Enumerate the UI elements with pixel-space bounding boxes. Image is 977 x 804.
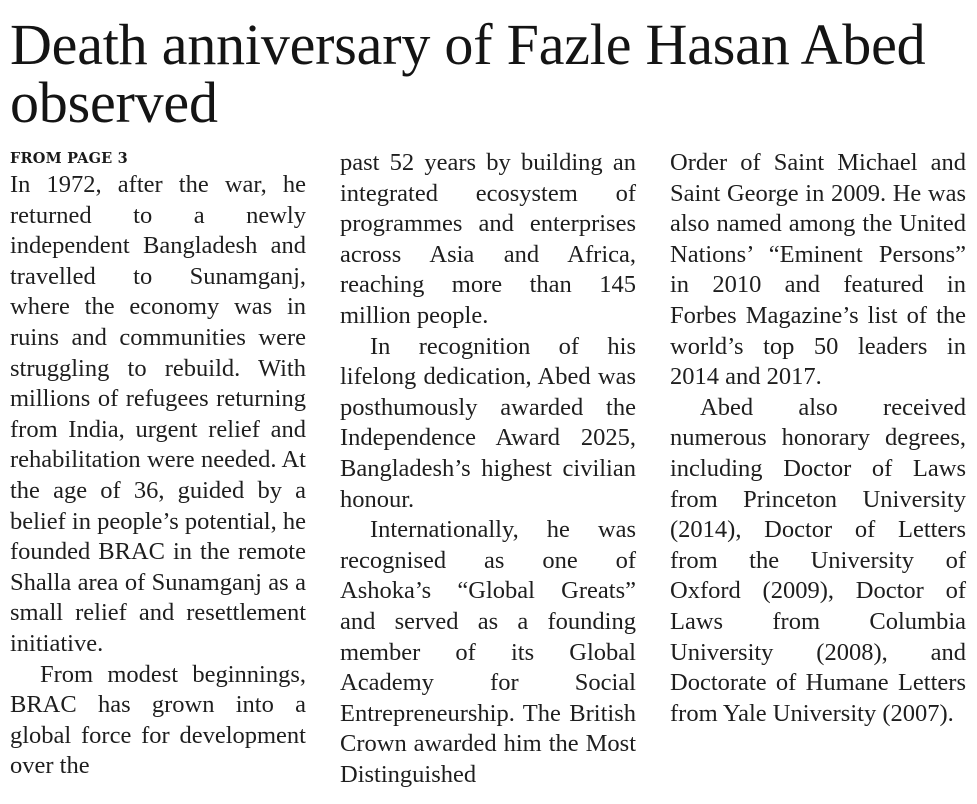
article-column-1	[10, 148, 306, 782]
headline: Death anniversary of Fazle Hasan Abed observed	[10, 12, 926, 135]
article-paragraph: In 1972, after the war, he returned to a newly independent Bangladesh and travelled to Sunamganj, where the economy was in ruins and communities were struggling to rebuild. With millions of refugees returning from India, urgent relief and rehabilitation were needed. At the age of 36, guided by a belief in people’s potential, he founded BRAC in the remote Shalla area of Sunamganj as a small relief and resettlement initiative.	[10, 171, 306, 657]
article-paragraph: Abed also received numerous honorary degrees, including Doctor of Laws from Princeton University (2014), Doctor of Letters from the University of Oxford (2009), Doctor of Laws from Columbia University (2008), and Doctorate of Humane Letters from Yale University (2007).	[670, 393, 966, 727]
article-paragraph: Order of Saint Michael and Saint George in 2009. He was also named among the United Nations’ “Eminent Persons” in 2010 and featured in Forbes Magazine’s list of the world’s top 50 leaders in 2014 and 2017.	[670, 149, 966, 391]
article-paragraph: From modest beginnings, BRAC has grown into a global force for development over the	[10, 660, 306, 780]
article-paragraph: Internationally, he was recognised as one of Ashoka’s “Global Greats” and served as a founding member of its Global Academy for Social Entrepreneurship. The British Crown awarded him the Most Distinguished	[340, 516, 636, 788]
article-column-3	[670, 148, 966, 729]
continuation-kicker: FROM PAGE 3	[10, 150, 128, 167]
article-column-2	[340, 148, 636, 790]
article-paragraph: past 52 years by building an integrated ecosystem of programmes and enterprises across Asia and Africa, reaching more than 145 million people.	[340, 149, 636, 329]
article-paragraph: In recognition of his lifelong dedication, Abed was posthumously awarded the Independence Award 2025, Bangladesh’s highest civilian honour.	[340, 332, 636, 513]
